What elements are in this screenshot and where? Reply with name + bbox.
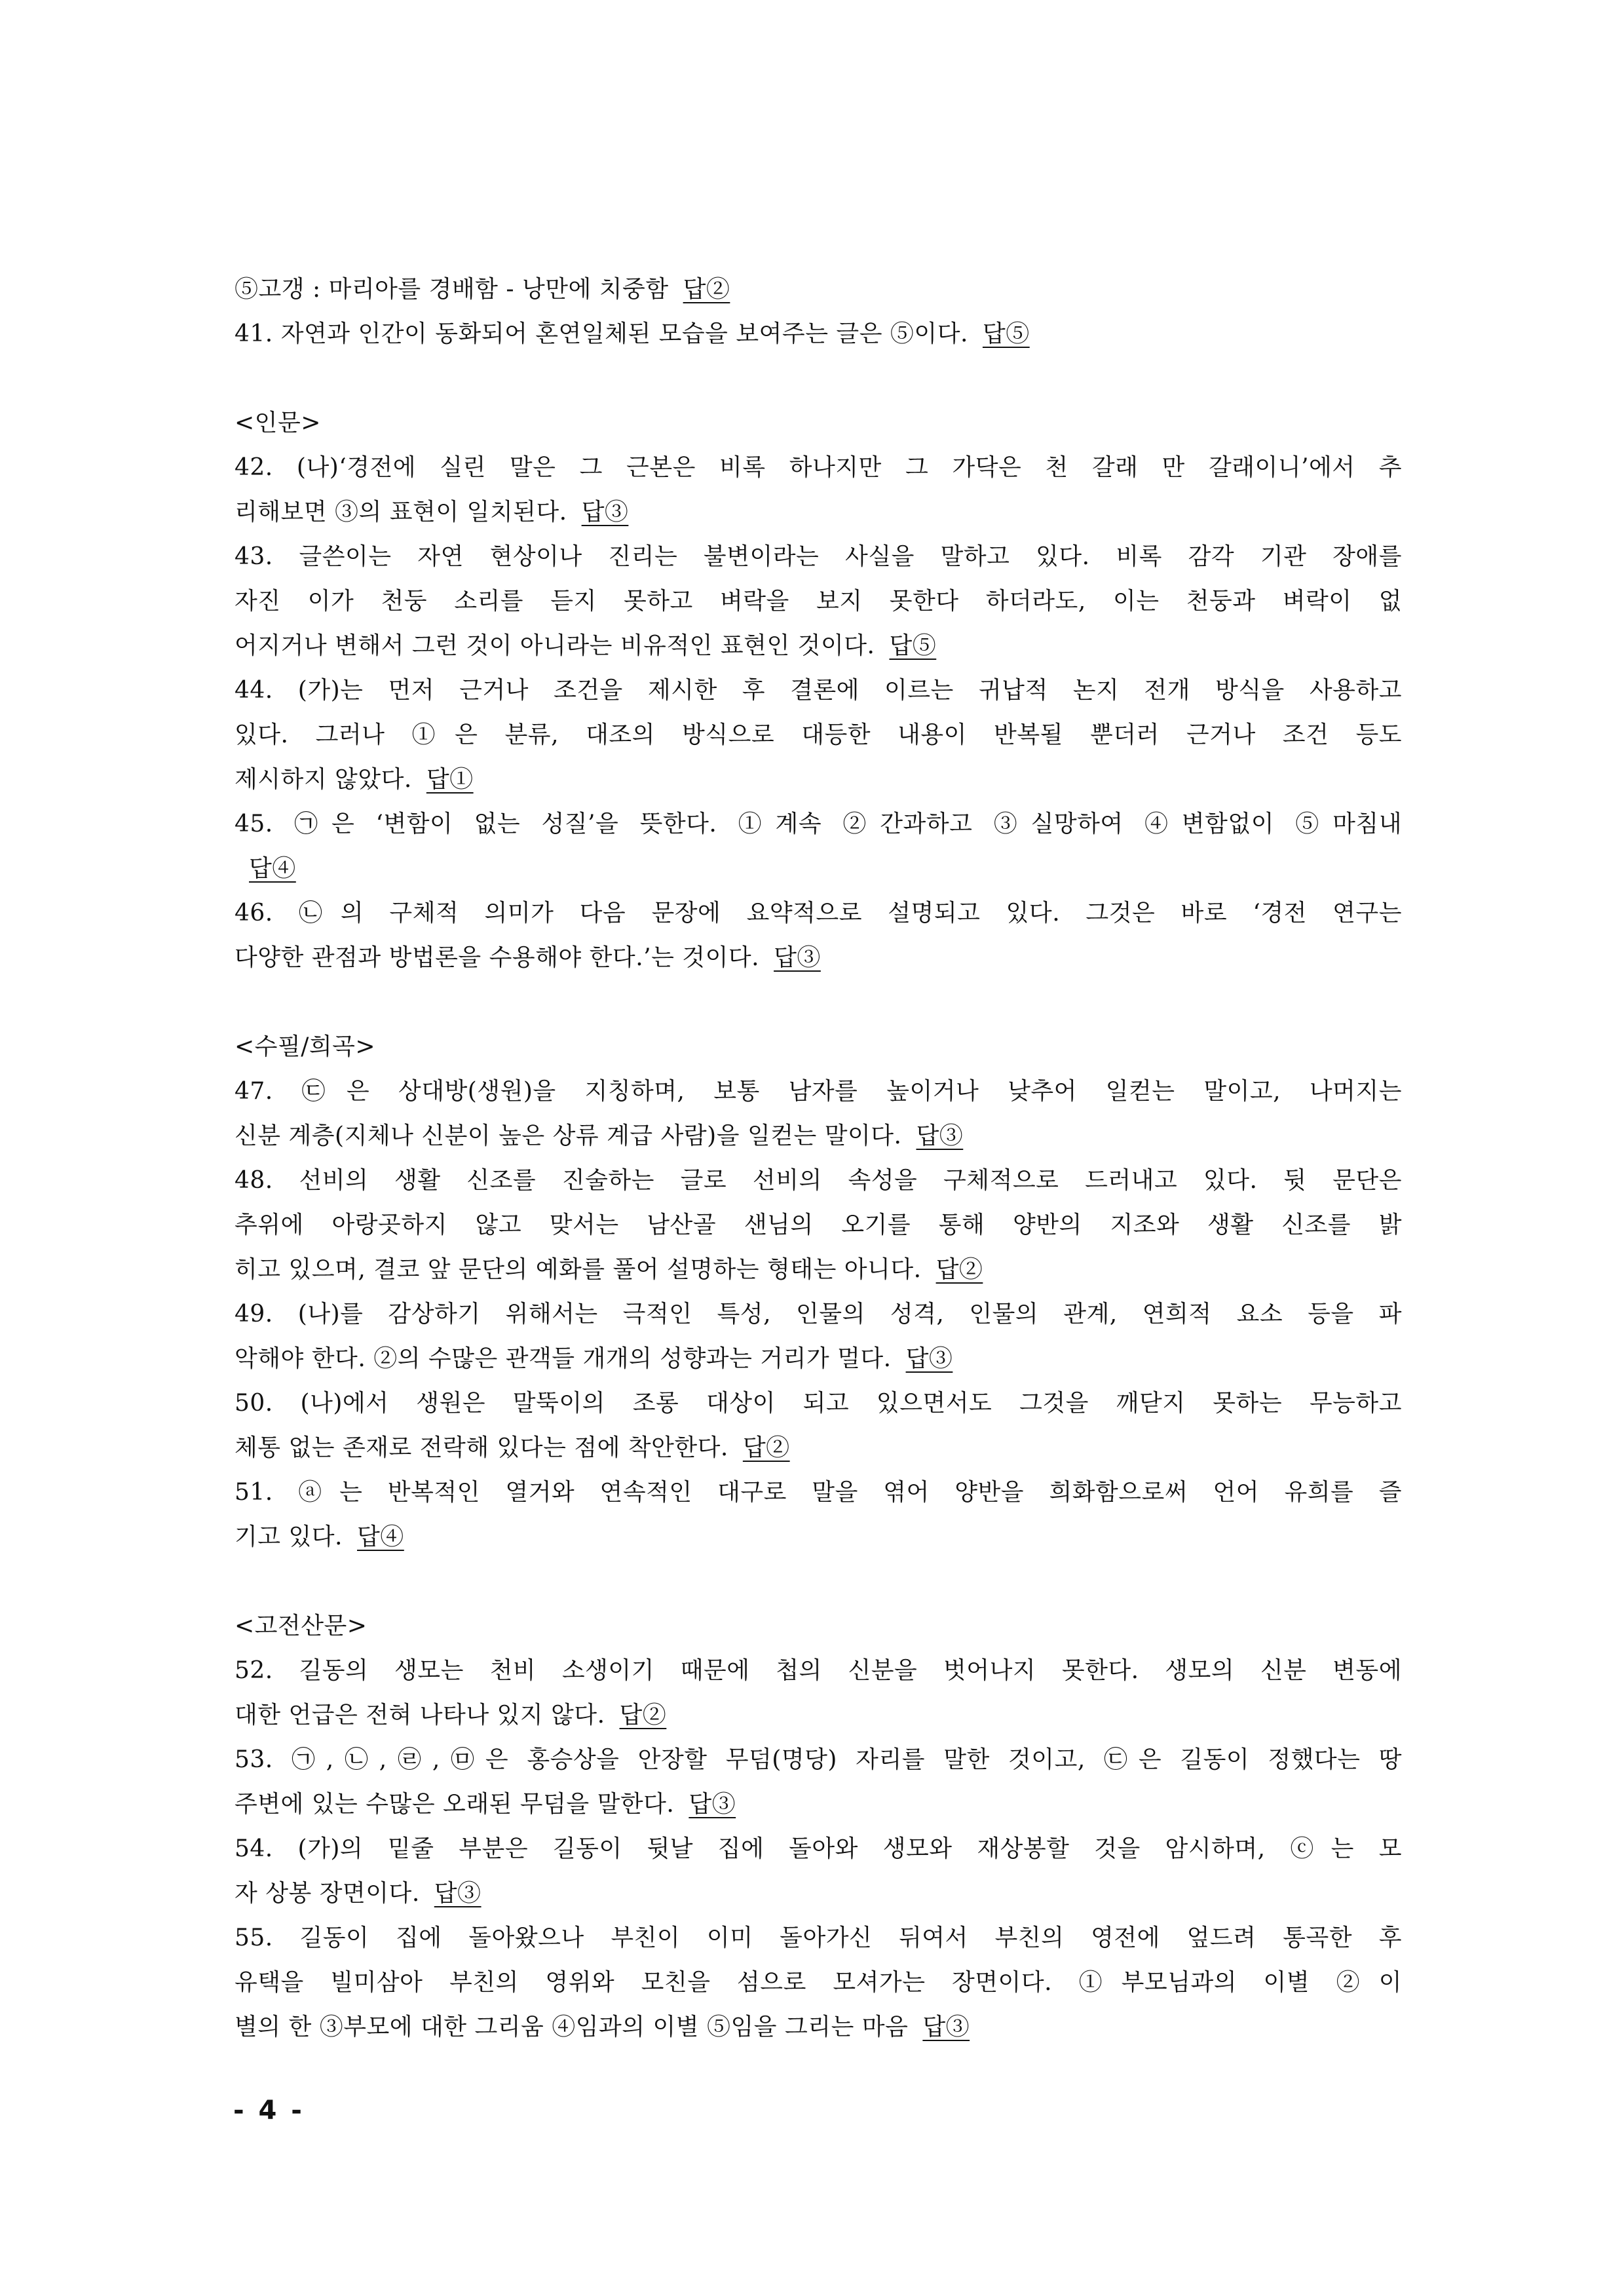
line-text: 자 상봉 장면이다. xyxy=(235,1880,420,1907)
text-line xyxy=(235,1871,1402,1916)
text-line xyxy=(235,401,1402,446)
line-text: 기고 있다. xyxy=(235,1523,343,1550)
text-line xyxy=(235,802,1402,847)
line-text: 44. (가)는 먼저 근거나 조건을 제시한 후 결론에 이르는 귀납적 논지 전개 방식을 사용하고 xyxy=(235,677,1402,704)
blank-line xyxy=(235,980,1402,1025)
text-line xyxy=(235,1069,1402,1114)
line-text: 리해보면 ③의 표현이 일치된다. xyxy=(235,499,567,526)
line-text: 41. 자연과 인간이 동화되어 혼연일체된 모습을 보여주는 글은 ⑤이다. xyxy=(235,320,968,347)
line-text: 48. 선비의 생활 신조를 진술하는 글로 선비의 속성을 구체적으로 드러내고 있다. 뒷 문단은 xyxy=(235,1167,1402,1194)
answer-label: 답② xyxy=(619,1702,667,1729)
text-line xyxy=(235,267,1402,312)
blank-line xyxy=(235,1559,1402,1604)
line-text: 히고 있으며, 결코 앞 문단의 예화를 풀어 설명하는 형태는 아니다. xyxy=(235,1256,922,1283)
text-line xyxy=(235,1649,1402,1693)
text-line xyxy=(235,668,1402,713)
answer-label: 답③ xyxy=(922,2014,970,2040)
text-line xyxy=(235,1470,1402,1515)
text-line xyxy=(235,757,1402,802)
text-line xyxy=(235,1158,1402,1203)
line-text: 54. (가)의 밑줄 부분은 길동이 뒷날 집에 돌아와 생모와 재상봉할 것을 암시하며, ⓒ는 모 xyxy=(235,1835,1402,1862)
line-text: 46. ㉡의 구체적 의미가 다음 문장에 요약적으로 설명되고 있다. 그것은 바로 ‘경전 연구는 xyxy=(235,900,1402,927)
line-text: 다양한 관점과 방법론을 수용해야 한다.’는 것이다. xyxy=(235,944,760,971)
line-text: 50. (나)에서 생원은 말뚝이의 조롱 대상이 되고 있으면서도 그것을 깨닫지 못하는 무능하고 xyxy=(235,1390,1402,1417)
text-line xyxy=(235,1426,1402,1470)
line-text: ⑤고갱 : 마리아를 경배함 - 낭만에 치중함 xyxy=(235,276,669,303)
answer-label: 답③ xyxy=(905,1345,953,1372)
line-text: 악해야 한다. ②의 수많은 관객들 개개의 성향과는 거리가 멀다. xyxy=(235,1345,892,1372)
line-text: 제시하지 않았다. xyxy=(235,766,412,793)
text-line xyxy=(235,624,1402,668)
document-body xyxy=(235,267,1402,2050)
line-text: 55. 길동이 집에 돌아왔으나 부친이 이미 돌아가신 뒤여서 부친의 영전에 엎드려 통곡한 후 xyxy=(235,1924,1402,1951)
line-text: 자진 이가 천둥 소리를 듣지 못하고 벼락을 보지 못한다 하더라도, 이는 천둥과 벼락이 없 xyxy=(235,588,1402,615)
line-text: 유택을 빌미삼아 부친의 영위와 모친을 섬으로 모셔가는 장면이다. ①부모님과의 이별 ②이 xyxy=(235,1969,1402,1996)
line-text: 52. 길동의 생모는 천비 소생이기 때문에 첩의 신분을 벗어나지 못한다. 생모의 신분 변동에 xyxy=(235,1657,1402,1684)
line-text: 대한 언급은 전혀 나타나 있지 않다. xyxy=(235,1702,605,1729)
answer-label: 답③ xyxy=(689,1791,736,1818)
answer-label: 답③ xyxy=(774,944,821,971)
text-line xyxy=(235,936,1402,980)
text-line xyxy=(235,1114,1402,1158)
text-line xyxy=(235,1961,1402,2005)
line-text: 주변에 있는 수많은 오래된 무덤을 말한다. xyxy=(235,1791,675,1818)
text-line xyxy=(235,1292,1402,1337)
text-line xyxy=(235,535,1402,579)
answer-label: 답⑤ xyxy=(982,320,1030,347)
text-line xyxy=(235,1515,1402,1559)
line-text: 있다. 그러나 ①은 분류, 대조의 방식으로 대등한 내용이 반복될 뿐더러 근거나 조건 등도 xyxy=(235,721,1402,748)
text-line xyxy=(235,1782,1402,1827)
text-line xyxy=(235,1203,1402,1248)
line-text: 별의 한 ③부모에 대한 그리움 ④임과의 이별 ⑤임을 그리는 마음 xyxy=(235,2014,909,2040)
text-line xyxy=(235,1693,1402,1738)
text-line xyxy=(235,891,1402,936)
line-text: 49. (나)를 감상하기 위해서는 극적인 특성, 인물의 성격, 인물의 관계, 연희적 요소 등을 파 xyxy=(235,1301,1402,1328)
text-line xyxy=(235,312,1402,356)
page-number: - 4 - xyxy=(233,2095,305,2126)
line-text: 체통 없는 존재로 전락해 있다는 점에 착안한다. xyxy=(235,1434,728,1461)
line-text: 43. 글쓴이는 자연 현상이나 진리는 불변이라는 사실을 말하고 있다. 비록 감각 기관 장애를 xyxy=(235,543,1402,570)
answer-label: 답④ xyxy=(357,1523,404,1550)
line-text: 42. (나)‘경전에 실린 말은 그 근본은 비록 하나지만 그 가닥은 천 갈래 만 갈래이니’에서 추 xyxy=(235,454,1402,481)
answer-label: 답② xyxy=(742,1434,790,1461)
text-line xyxy=(235,1827,1402,1871)
line-text: 45. ㉠은 ‘변함이 없는 성질’을 뜻한다. ①계속 ②간과하고 ③실망하여 ④변함없이 ⑤마침내 xyxy=(235,811,1402,837)
text-line xyxy=(235,1916,1402,1961)
line-text: 어지거나 변해서 그런 것이 아니라는 비유적인 표현인 것이다. xyxy=(235,632,875,659)
answer-label: 답④ xyxy=(249,855,296,882)
line-text: 53. ㉠,㉡,㉣,㉤은 홍승상을 안장할 무덤(명당) 자리를 말한 것이고, ㉢은 길동이 정했다는 땅 xyxy=(235,1746,1402,1773)
line-text: <고전산문> xyxy=(235,1613,368,1639)
answer-label: 답③ xyxy=(434,1880,482,1907)
text-line xyxy=(235,847,1402,891)
answer-label: 답② xyxy=(683,276,730,303)
answer-label: 답③ xyxy=(916,1122,964,1149)
text-line xyxy=(235,1604,1402,1649)
text-line xyxy=(235,1025,1402,1069)
text-line xyxy=(235,713,1402,757)
text-line xyxy=(235,1337,1402,1381)
line-text: <인문> xyxy=(235,410,321,436)
text-line xyxy=(235,1738,1402,1782)
line-text: 47. ㉢은 상대방(생원)을 지칭하며, 보통 남자를 높이거나 낮추어 일컫는 말이고, 나머지는 xyxy=(235,1078,1402,1105)
text-line xyxy=(235,490,1402,535)
line-text: 추위에 아랑곳하지 않고 맞서는 남산골 샌님의 오기를 통해 양반의 지조와 생활 신조를 밝 xyxy=(235,1212,1402,1238)
blank-line xyxy=(235,356,1402,401)
text-line xyxy=(235,446,1402,490)
text-line xyxy=(235,1381,1402,1426)
line-text: <수필/희곡> xyxy=(235,1033,376,1060)
text-line xyxy=(235,2005,1402,2050)
text-line xyxy=(235,579,1402,624)
answer-label: 답② xyxy=(935,1256,983,1283)
text-line xyxy=(235,1248,1402,1292)
answer-label: 답① xyxy=(426,766,474,793)
line-text: 51. ⓐ는 반복적인 열거와 연속적인 대구로 말을 엮어 양반을 희화함으로써 언어 유희를 즐 xyxy=(235,1479,1402,1506)
line-text: 신분 계층(지체나 신분이 높은 상류 계급 사람)을 일컫는 말이다. xyxy=(235,1122,902,1149)
answer-label: 답③ xyxy=(581,499,629,526)
answer-label: 답⑤ xyxy=(889,632,937,659)
